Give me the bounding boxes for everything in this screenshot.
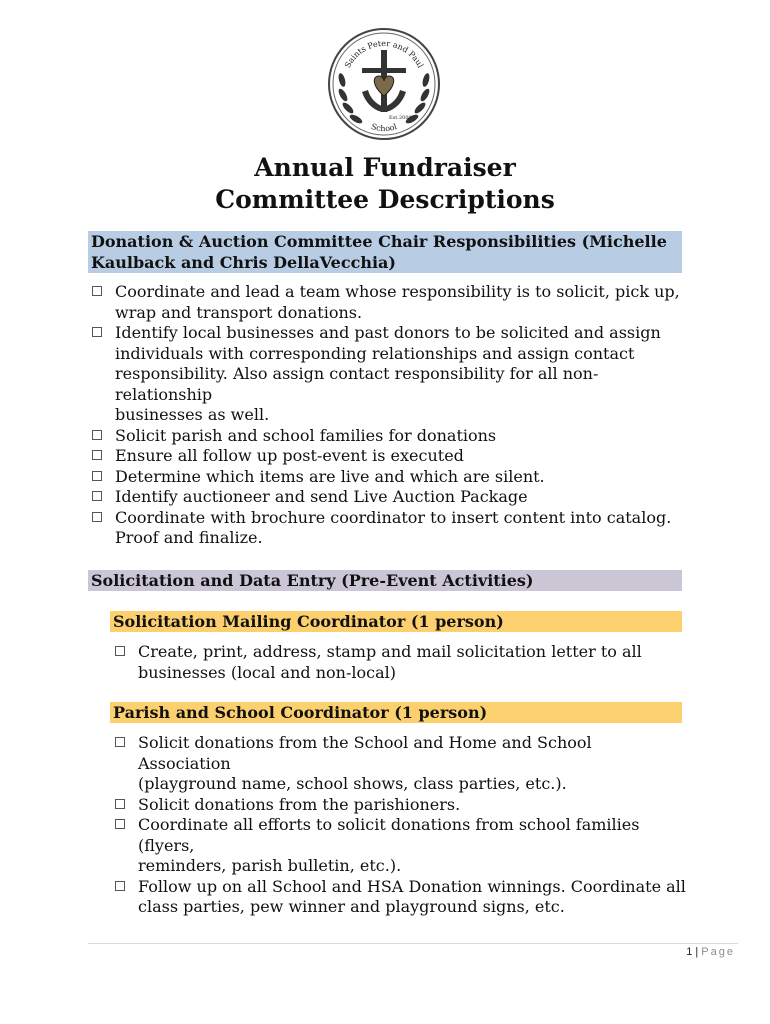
list-item-line: class parties, pew winner and playground signs, etc. xyxy=(138,897,565,916)
donation-heading-line1: Donation & Auction Committee Chair Responsibilities (Michelle xyxy=(91,232,667,251)
list-item xyxy=(90,323,690,426)
list-item xyxy=(90,282,690,323)
list-item-line: Ensure all follow up post-event is executed xyxy=(115,446,464,465)
school-seal-logo xyxy=(326,22,442,146)
checkbox-icon xyxy=(115,737,125,747)
page-number: 1 xyxy=(686,946,693,958)
checkbox-icon xyxy=(92,430,102,440)
checkbox-icon xyxy=(115,799,125,809)
seal-year-text: 2001 xyxy=(399,115,412,121)
footer-separator: | xyxy=(695,946,699,958)
list-item xyxy=(113,642,683,683)
list-item-line: Identify local businesses and past donors to be solicited and assign xyxy=(115,323,661,342)
list-item-line: (playground name, school shows, class parties, etc.). xyxy=(138,774,567,793)
list-item-line: Proof and finalize. xyxy=(115,528,263,547)
mailing-coordinator-heading: Solicitation Mailing Coordinator (1 person) xyxy=(110,611,682,632)
footer-divider xyxy=(88,943,738,944)
donation-responsibilities-list xyxy=(90,282,690,549)
checkbox-icon xyxy=(92,512,102,522)
list-item-line: businesses (local and non-local) xyxy=(138,662,396,682)
list-item-line: individuals with corresponding relationships and assign contact xyxy=(115,343,635,363)
list-item xyxy=(113,795,688,816)
list-item-line: businesses as well. xyxy=(115,405,270,424)
checkbox-icon xyxy=(115,881,125,891)
checkbox-icon xyxy=(92,286,102,296)
list-item-line: Solicit parish and school families for donations xyxy=(115,425,497,445)
parish-coordinator-heading: Parish and School Coordinator (1 person) xyxy=(110,702,682,723)
parish-coordinator-list xyxy=(113,733,688,918)
list-item xyxy=(90,426,690,447)
donation-heading-line2: Kaulback and Chris DellaVecchia) xyxy=(91,253,396,272)
svg-text:School xyxy=(370,122,398,133)
list-item-line: wrap and transport donations. xyxy=(115,302,363,322)
list-item-line: Solicit donations from the School and Home and School Association xyxy=(138,733,592,773)
checkbox-icon xyxy=(92,471,102,481)
page-label: Page xyxy=(701,946,735,958)
list-item xyxy=(90,487,690,508)
school-seal-icon xyxy=(326,22,442,146)
list-item xyxy=(90,446,690,467)
list-item-line: Coordinate all efforts to solicit donations from school families (flyers, xyxy=(138,815,640,855)
seal-bottom-text: School xyxy=(369,122,399,134)
list-item xyxy=(113,815,688,877)
checkbox-icon xyxy=(92,327,102,337)
list-item xyxy=(90,467,690,488)
solicitation-section-heading: Solicitation and Data Entry (Pre-Event Activities) xyxy=(88,570,682,591)
list-item-line: Coordinate with brochure coordinator to insert content into catalog. xyxy=(115,507,672,527)
list-item-line: reminders, parish bulletin, etc.). xyxy=(138,856,402,875)
donation-committee-heading xyxy=(88,231,682,273)
checkbox-icon xyxy=(115,819,125,829)
mailing-coordinator-list xyxy=(113,642,683,683)
list-item-line: Solicit donations from the parishioners. xyxy=(138,794,461,814)
checkbox-icon xyxy=(92,491,102,501)
seal-est-text: Est. xyxy=(389,115,399,121)
list-item xyxy=(113,877,688,918)
checkbox-icon xyxy=(92,450,102,460)
page-title-line1: Annual Fundraiser xyxy=(254,153,516,182)
list-item xyxy=(90,508,690,549)
list-item-line: Coordinate and lead a team whose responsibility is to solicit, pick up, xyxy=(115,282,680,301)
list-item xyxy=(113,733,688,795)
page-footer xyxy=(560,946,735,958)
list-item-line: Determine which items are live and which are silent. xyxy=(115,466,545,486)
list-item-line: Follow up on all School and HSA Donation winnings. Coordinate all xyxy=(138,876,686,896)
checkbox-icon xyxy=(115,646,125,656)
list-item-line: Create, print, address, stamp and mail solicitation letter to all xyxy=(138,642,642,661)
page-title-line2: Committee Descriptions xyxy=(215,185,555,214)
list-item-line: Identify auctioneer and send Live Auction Package xyxy=(115,487,528,506)
list-item-line: responsibility. Also assign contact responsibility for all non-relationship xyxy=(115,364,599,404)
seal-ring-text: Saints Peter and Paul xyxy=(343,38,425,70)
